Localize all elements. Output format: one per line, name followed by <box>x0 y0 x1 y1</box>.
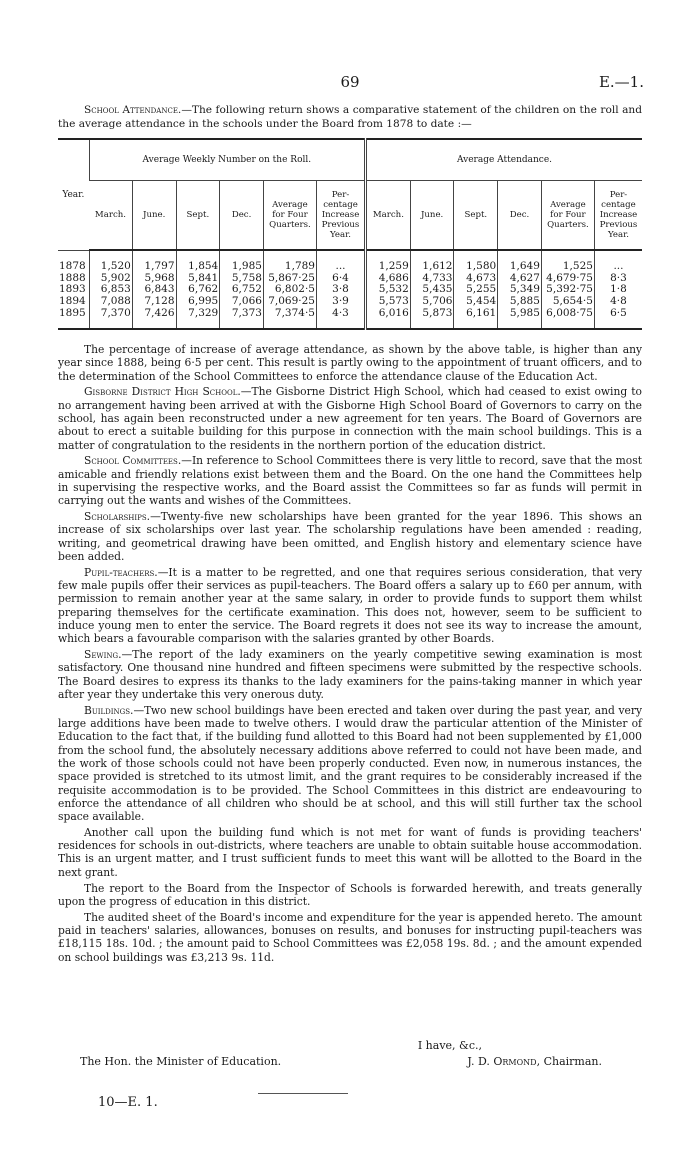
roll-col-header: June. <box>132 181 176 251</box>
attendance-col-header: Average for Four Quarters. <box>541 181 594 251</box>
document-code: E.—1. <box>598 73 644 91</box>
year-cell: 1893 <box>59 283 86 296</box>
intro-text: —The following return shows a comparative statement of the children on the roll and the average attendance in the schools under the Board from 1878 to date :— <box>58 104 642 130</box>
roll-col-header: Average for Four Quarters. <box>263 181 316 251</box>
attendance-col-header: Per-centage Increase Previous Year. <box>594 181 642 251</box>
year-header: Year. <box>58 139 89 250</box>
section-heading: Scholarships. <box>84 510 151 524</box>
paragraph <box>58 704 642 824</box>
table-cell: 6·4 <box>316 273 365 285</box>
paragraph-text: Another call upon the building fund which is not met for want of funds is providing teachers' residences for schools in out-districts, where teachers are unable to obtain suitable house accommodation. This is an urgent matter, and I trust sufficient funds to meet this want will be allotted to the Board in the next grant. <box>58 825 642 879</box>
roll-col-header: Sept. <box>176 181 220 251</box>
table-cell: 6,802·5 <box>263 284 316 296</box>
table-cell: 4,733 <box>410 273 454 285</box>
table-cell: ... <box>594 250 642 273</box>
addressee: The Hon. the Minister of Education. <box>80 1055 282 1068</box>
table-cell: 1,520 <box>89 250 132 273</box>
table-cell: 4,627 <box>498 273 542 285</box>
attendance-col-header: June. <box>410 181 454 251</box>
table-cell: 1,789 <box>263 250 316 273</box>
table-cell: 4,686 <box>366 273 411 285</box>
closing-block <box>58 1038 642 1071</box>
section-heading: Pupil-teachers. <box>84 565 158 579</box>
table-cell: 4,673 <box>454 273 498 285</box>
table-cell: 7,069·25 <box>263 296 316 308</box>
table-cell: 4·8 <box>594 296 642 308</box>
table-cell: 5,349 <box>498 284 542 296</box>
table-cell: 5,867·25 <box>263 273 316 285</box>
attendance-col-header: Dec. <box>498 181 542 251</box>
table-cell: 3·9 <box>316 296 365 308</box>
signatory-role: , Chairman. <box>536 1055 602 1068</box>
table-cell: 7,426 <box>132 308 176 329</box>
year-cell: 1895 <box>58 308 89 329</box>
table-cell: 6,016 <box>366 308 411 329</box>
attendance-col-header: March. <box>366 181 411 251</box>
table-cell: 1,985 <box>220 250 264 273</box>
table-cell: 5,573 <box>366 296 411 308</box>
paragraph <box>58 648 642 701</box>
table-cell: 5,532 <box>366 284 411 296</box>
table-cell: 7,088 <box>89 296 132 308</box>
table-cell: 5,841 <box>176 273 220 285</box>
table-cell: 8·3 <box>594 273 642 285</box>
table-cell: 5,885 <box>498 296 542 308</box>
paragraph-text: —The report of the lady examiners on the yearly competitive sewing examination is most satisfactory. One thousand nine hundred and fifteen specimens were submitted by the respective schools. The Board desires to express its thanks to the lady examiners for the pains-taking manner in which year after year they undertake this very onerous duty. <box>58 648 642 701</box>
table-cell: 6,762 <box>176 284 220 296</box>
table-cell: 1,525 <box>541 250 594 273</box>
table-cell: 1,612 <box>410 250 454 273</box>
report-body <box>58 343 642 966</box>
table-cell: 5,454 <box>454 296 498 308</box>
roll-col-header: Dec. <box>220 181 264 251</box>
year-cell: 1894 <box>59 295 86 308</box>
table-cell: 5,255 <box>454 284 498 296</box>
paragraph-text: —It is a matter to be regretted, and one that requires serious consideration, that very few male pupils offer their services as pupil-teachers. The Board offers a salary up to £60 per annum, with permission to remain another year at the same salary, in order to provide funds to support them whilst preparing themselves for the certificate examination. This does not, however, seem to be sufficient to induce young men to enter the service. The Board regrets it does not see its way to increase the amount, which bears a favourable comparison with the salaries granted by other Boards. <box>58 565 642 646</box>
attendance-col-header: Sept. <box>454 181 498 251</box>
paragraph-text: —Twenty-five new scholarships have been granted for the year 1896. This shows an increase of six scholarships over last year. The scholarship regulations have been amended : reading, writing, and geometrical drawing have been omitted, and English history and elementary science have been added. <box>58 510 642 563</box>
table-cell: 6,853 <box>89 284 132 296</box>
table-cell: 5,654·5 <box>541 296 594 308</box>
table-cell: 5,873 <box>410 308 454 329</box>
table-cell: 1,649 <box>498 250 542 273</box>
table-cell: 6,008·75 <box>541 308 594 329</box>
table-cell: 1,580 <box>454 250 498 273</box>
table-cell: 1,797 <box>132 250 176 273</box>
table-cell: 6,161 <box>454 308 498 329</box>
table-row <box>58 250 642 273</box>
table-cell: 7,370 <box>89 308 132 329</box>
paragraph <box>58 882 642 909</box>
paragraph <box>58 566 642 646</box>
year-cell: 1888 <box>59 271 86 284</box>
signatory-name: J. D. Ormond <box>467 1055 537 1068</box>
footer-code: 10—E. 1. <box>98 1095 158 1110</box>
paragraph-text: —Two new school buildings have been erected and taken over during the past year, and very large additions have been made to twelve others. I would draw the particular attention of the Minister of Education to the fact that, if the building fund allotted to this Board had not been supplemented by £1,000 from the school fund, the absolutely necessary additions above referred to could not have been made, and the work of those schools could not have been properly conducted. Even now, in numerous instances, the space provided is stretched to its utmost limit, and the grant requires to be considerably increased if the requisite accommodation is to be provided. The School Committees in this district are endeavouring to enforce the attendance of all children who should be at school, and this will still further tax the school space available. <box>58 703 642 824</box>
table-cell: 7,128 <box>132 296 176 308</box>
table-cell: 4·3 <box>316 308 365 329</box>
salutation: I have, &c., <box>417 1039 482 1052</box>
intro-paragraph <box>58 104 642 131</box>
paragraph <box>58 911 642 964</box>
paragraph <box>58 385 642 451</box>
section-heading: School Committees. <box>84 454 182 468</box>
table-cell: 6,843 <box>132 284 176 296</box>
year-cell: 1878 <box>59 259 86 272</box>
table-cell: 3·8 <box>316 284 365 296</box>
page-number: 69 <box>340 73 360 91</box>
paragraph <box>58 826 642 879</box>
table-cell: 5,968 <box>132 273 176 285</box>
table-cell: 6·5 <box>594 308 642 329</box>
table-cell: 7,329 <box>176 308 220 329</box>
table-cell: 6,752 <box>220 284 264 296</box>
table-cell: ... <box>316 250 365 273</box>
table-cell: 7,066 <box>220 296 264 308</box>
paragraph-text: The percentage of increase of average attendance, as shown by the above table, is higher than any year since 1888, being 6·5 per cent. This result is partly owing to the appointment of truant officers, and to the determination of the School Committees to enforce the attendance clause of the Education Act. <box>58 343 642 383</box>
table-cell: 5,758 <box>220 273 264 285</box>
table-cell: 1,854 <box>176 250 220 273</box>
section-heading: Buildings. <box>84 703 134 717</box>
section-heading: Gisborne District High School. <box>84 385 241 399</box>
table-cell: 1,259 <box>366 250 411 273</box>
table-cell: 6,995 <box>176 296 220 308</box>
average-attendance-group-header: Average Attendance. <box>366 139 642 181</box>
table-cell: 5,706 <box>410 296 454 308</box>
intro-heading: School Attendance. <box>84 104 182 116</box>
table-cell: 7,374·5 <box>263 308 316 329</box>
table-cell: 4,679·75 <box>541 273 594 285</box>
paragraph-text: The audited sheet of the Board's income and expenditure for the year is appended hereto. The amount paid in teachers' salaries, allowances, bonuses on results, and bonuses for instructing pupil-teachers was £18,115 18s. 10d. ; the amount paid to School Committees was £2,058 19s. 8d. ; and the amount expended on school buildings was £3,213 9s. 11d. <box>58 910 642 964</box>
paragraph <box>58 343 642 383</box>
signature <box>467 1054 602 1070</box>
paragraph-text: —The Gisborne District High School, which had ceased to exist owing to no arrangement having been arrived at with the Gisborne High School Board of Governors to carry on the school, has again been reconstructed under a new agreement for ten years. The Board of Governors are about to erect a suitable building for this purpose in connection with the main school buildings. This is a matter of congratulation to the residents in the northern portion of the education district. <box>58 385 642 452</box>
table-row <box>58 308 642 329</box>
paragraph <box>58 454 642 507</box>
table-cell: 5,392·75 <box>541 284 594 296</box>
roll-col-header: March. <box>89 181 132 251</box>
table-cell: 7,373 <box>220 308 264 329</box>
section-heading: Sewing. <box>84 648 122 662</box>
footer-rule <box>258 1093 348 1094</box>
table-cell: 5,902 <box>89 273 132 285</box>
paragraph <box>58 510 642 563</box>
paragraph-text: The report to the Board from the Inspector of Schools is forwarded herewith, and treats generally upon the progress of education in this district. <box>58 881 642 908</box>
roll-col-header: Per-centage Increase Previous Year. <box>316 181 365 251</box>
weekly-roll-group-header: Average Weekly Number on the Roll. <box>89 139 365 181</box>
attendance-table <box>58 138 642 330</box>
table-cell: 1·8 <box>594 284 642 296</box>
table-cell: 5,435 <box>410 284 454 296</box>
paragraph-text: —In reference to School Committees there is very little to record, save that the most amicable and friendly relations exist between them and the Board. On the one hand the Committees help in supervising the respective works, and the Board assist the Committees so far as funds will permit in carrying out the wants and wishes of the Committees. <box>58 454 643 508</box>
table-cell: 5,985 <box>498 308 542 329</box>
